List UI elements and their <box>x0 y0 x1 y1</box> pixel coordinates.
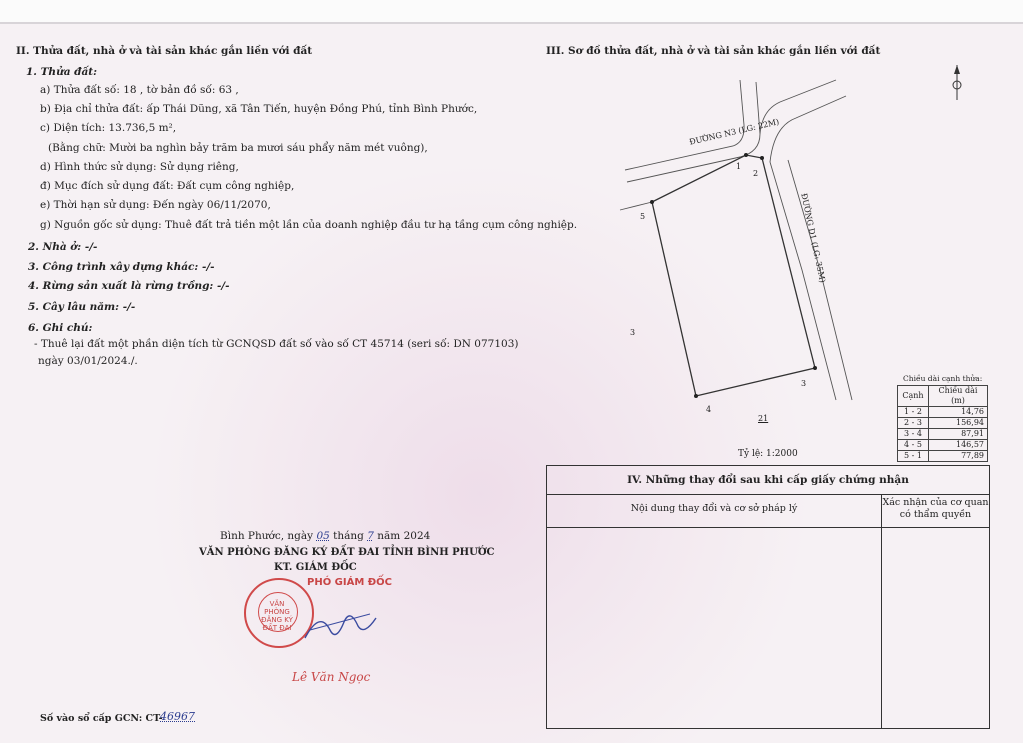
road-label-d1: ĐƯỜNG D1 (LG: 35M) <box>799 192 828 284</box>
point-label-1: 1 <box>736 162 742 171</box>
signer-name: Lê Văn Ngọc <box>292 670 371 684</box>
table-header-edge: Cạnh <box>898 386 929 407</box>
edge-cell: 1 - 2 <box>898 407 929 418</box>
viewer-top-bar <box>0 0 1023 24</box>
road-edge-n3-outer <box>625 80 744 170</box>
house-item: 2. Nhà ở: -/- <box>28 241 98 253</box>
date-prefix: Bình Phước, ngày <box>220 530 314 542</box>
changes-table <box>546 465 990 729</box>
land-address: b) Địa chỉ thửa đất: ấp Thái Dũng, xã Tân Tiến, huyện Đồng Phú, tỉnh Bình Phước, <box>40 103 478 115</box>
point-label-2: 2 <box>753 169 759 178</box>
point-label-5: 5 <box>640 212 646 221</box>
table-row <box>898 451 988 462</box>
table-row <box>898 418 988 429</box>
land-use-form: d) Hình thức sử dụng: Sử dụng riêng, <box>40 161 239 173</box>
edge-cell: 4 - 5 <box>898 440 929 451</box>
note-line-1: - Thuê lại đất một phần diện tích từ GCNQSD đất số vào số CT 45714 (seri số: DN 077103) <box>34 338 519 350</box>
parcel-vertex-2 <box>760 156 764 160</box>
point-label-4: 4 <box>706 405 712 414</box>
signer-title-deputy: PHÓ GIÁM ĐỐC <box>307 577 392 588</box>
edge-cell: 2 - 3 <box>898 418 929 429</box>
parcel-vertex-3 <box>813 366 817 370</box>
table-header-length: Chiều dài (m) <box>929 386 988 407</box>
length-cell: 14,76 <box>929 407 988 418</box>
point-label-3: 3 <box>801 379 807 388</box>
issue-date-line <box>220 530 430 543</box>
parcel-vertex-4 <box>694 394 698 398</box>
issuing-office: VĂN PHÒNG ĐĂNG KÝ ĐẤT ĐAI TỈNH BÌNH PHƯỚC <box>199 547 495 558</box>
changes-header-row <box>547 495 989 528</box>
length-cell: 87,91 <box>929 429 988 440</box>
edge-cell: 3 - 4 <box>898 429 929 440</box>
neighbor-parcel-bottom: 21 <box>758 414 769 423</box>
road-edge-left <box>620 202 652 210</box>
changes-col-confirmation: Xác nhận của cơ quan có thẩm quyền <box>882 497 989 520</box>
land-origin: g) Nguồn gốc sử dụng: Thuê đất trả tiền một lần của doanh nghiệp đầu tư hạ tầng cụm công nghiệp. <box>40 219 578 231</box>
north-arrow-icon <box>953 65 961 100</box>
parcel-vertex-5 <box>650 200 654 204</box>
notes-heading: 6. Ghi chú: <box>28 322 93 334</box>
section2-title: II. Thửa đất, nhà ở và tài sản khác gắn liền với đất <box>16 45 313 57</box>
road-edge-d1-corner <box>770 96 846 162</box>
parcel-vertex-1 <box>744 153 748 157</box>
seal-text: VĂN PHÒNG ĐĂNG KÝ ĐẤT ĐAI <box>261 600 293 632</box>
neighbor-parcel-left: 3 <box>630 328 636 337</box>
dims-caption: Chiều dài cạnh thửa: <box>903 374 983 383</box>
forest-item: 4. Rừng sản xuất là rừng trồng: -/- <box>28 280 230 292</box>
changes-col-content: Nội dung thay đổi và cơ sở pháp lý <box>630 503 798 514</box>
length-cell: 146,57 <box>929 440 988 451</box>
land-heading: 1. Thửa đất: <box>26 66 98 78</box>
date-month: 7 <box>367 530 374 542</box>
signer-role-kt: KT. GIÁM ĐỐC <box>274 562 357 573</box>
table-row <box>898 407 988 418</box>
note-line-2: ngày 03/01/2024./. <box>38 355 138 367</box>
changes-column-divider <box>881 495 882 728</box>
registry-label: Số vào sổ cấp GCN: CT- <box>40 713 163 724</box>
perennial-item: 5. Cây lâu năm: -/- <box>28 301 136 313</box>
date-month-label: tháng <box>333 530 364 542</box>
registry-number: 46967 <box>160 710 195 723</box>
map-scale: Tỷ lệ: 1:2000 <box>738 449 798 459</box>
table-row <box>898 440 988 451</box>
land-parcel-number: a) Thửa đất số: 18 , tờ bản đồ số: 63 , <box>40 84 239 96</box>
land-use-term: e) Thời hạn sử dụng: Đến ngày 06/11/2070, <box>40 199 271 211</box>
table-row <box>898 429 988 440</box>
edge-length-table <box>897 385 988 462</box>
table-header-row <box>898 386 988 407</box>
date-day: 05 <box>316 530 330 542</box>
edge-cell: 5 - 1 <box>898 451 929 462</box>
date-year: năm 2024 <box>377 530 431 542</box>
land-area: c) Diện tích: 13.736,5 m², <box>40 122 177 134</box>
length-cell: 77,89 <box>929 451 988 462</box>
land-area-words: (Bằng chữ: Mười ba nghìn bảy trăm ba mươi sáu phẩy năm mét vuông), <box>48 142 428 154</box>
handwritten-signature-icon <box>300 600 380 650</box>
road-label-n3: ĐƯỜNG N3 (LG: 22M) <box>688 117 781 147</box>
construction-item: 3. Công trình xây dựng khác: -/- <box>28 261 215 273</box>
changes-title: IV. Những thay đổi sau khi cấp giấy chứng nhận <box>547 466 989 495</box>
parcel-boundary <box>652 155 815 396</box>
length-cell: 156,94 <box>929 418 988 429</box>
section3-title: III. Sơ đồ thửa đất, nhà ở và tài sản khác gắn liền với đất <box>546 45 881 57</box>
land-use-purpose: đ) Mục đích sử dụng đất: Đất cụm công nghiệp, <box>40 180 295 192</box>
